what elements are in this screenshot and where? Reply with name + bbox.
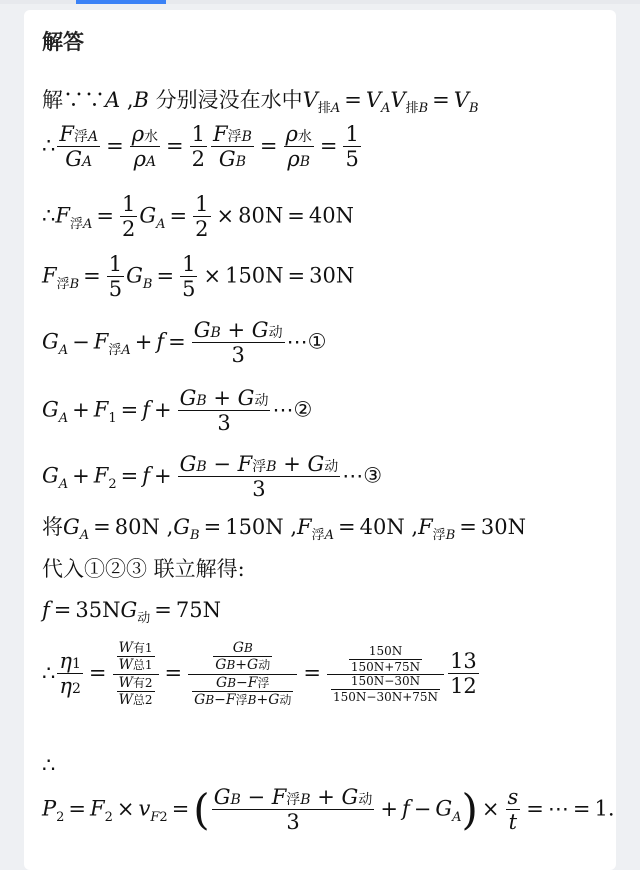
result-line: $f = 35NG_动 = 75N$	[42, 598, 222, 626]
power-line: $P_2 = F_2 \times v_{F2}$ =( $\frac{\text{GB − F浮B + G动}}{3}$ + $f - G_A$) × $\frac{s}{t}$ = ⋯ = 1.	[42, 785, 615, 835]
solution-line-4: $F_{浮B}$ = $\frac{1}{5}$ $G_B$ = $\frac{1}{5}$ × 150N = 30N	[42, 252, 355, 302]
substitution-line: 将$G_A = 80N$ $,G_B = 150N$ $,F_{浮A} = 40N$ $,F_{浮B} = 30N$	[42, 515, 526, 543]
solution-line-1: 解∵∵A ,B 分别浸没在水中$V_{排A} = V_AV_{排B} = V_B$	[42, 88, 479, 116]
equation-1: $G_A - F_{浮A} + f$ = $\frac{\text{GB + G动}}{3}$ ⋯①	[42, 318, 327, 368]
efficiency-ratio-line: ∴ $\frac{\eta 1}{\eta 2}$ = $\frac{\frac{\text{W有1}}{\text{W总1}}}{\frac{\text{W有2}}{\text{W总2}}}$ = $\frac{\frac{GB}{\text{GB+G动}}}{\frac{\text{GB−F浮}}{\text{GB−F浮B+G动}}}$ = $\frac{\frac{150N}{150N+75N}}{\frac{150N-30N}{150N-30N+75N}}$ $\frac{13}{12}$	[42, 640, 477, 708]
equation-3: $G_A + F_2 = f$ + $\frac{\text{GB − F浮B + G动}}{3}$ ⋯③	[42, 452, 383, 502]
solution-line-2: ∴ $\frac{\text{F浮A}}{GA}$ = $\frac{\text{ρ水}}{\rho A}$ = $\frac{1}{2}$ $\frac{\text{F浮B}}{GB}$ = $\frac{\text{ρ水}}{\rho B}$ = $\frac{1}{5}$	[42, 122, 359, 172]
therefore-line: ∴	[42, 753, 56, 777]
solution-line-3: $\therefore F_{浮A}$ = $\frac{1}{2}$ $G_A$ = $\frac{1}{2}$ × 80N = 40N	[42, 192, 354, 242]
solve-line: 代入①②③ 联立解得:	[42, 557, 245, 581]
equation-2: $G_A + F_1 = f$ + $\frac{\text{GB + G动}}{3}$ ⋯②	[42, 386, 313, 436]
active-tab-indicator	[76, 0, 166, 4]
answer-heading: 解答	[42, 30, 84, 54]
top-tab-bar	[0, 0, 640, 4]
